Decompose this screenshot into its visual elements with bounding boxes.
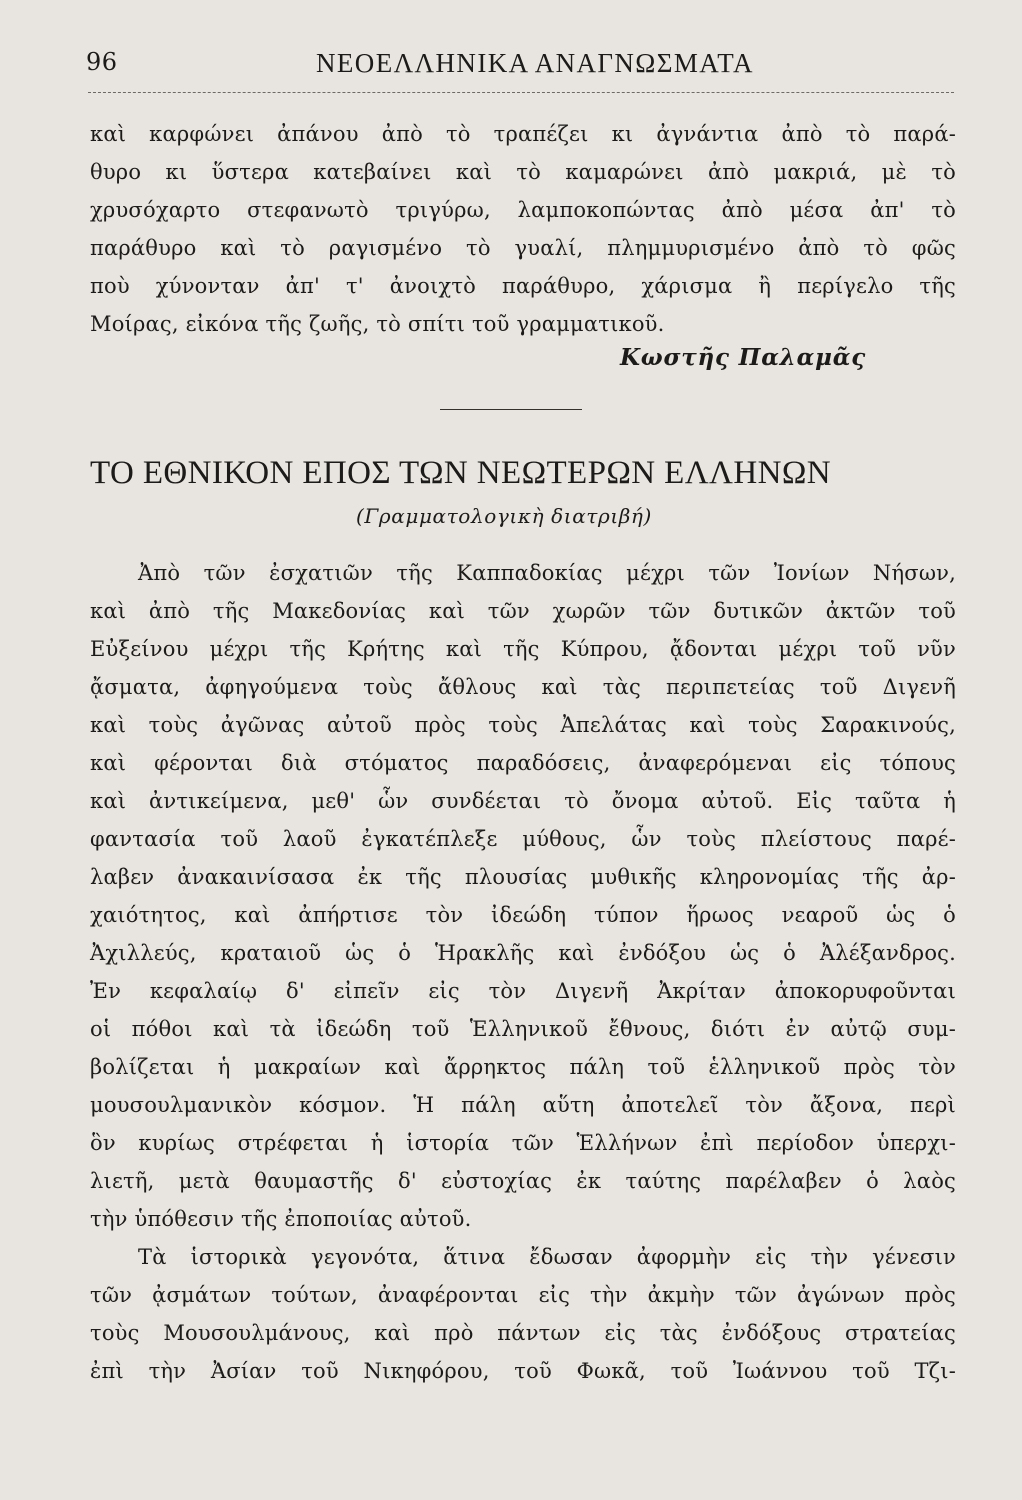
text-line: καὶ φέρονται διὰ στόματος παραδόσεις, ἀναφερόμεναι εἰς τόπους (90, 751, 956, 775)
text-line: ᾄσματα, ἀφηγούμενα τοὺς ἄθλους καὶ τὰς περιπετείας τοῦ Διγενῆ (90, 675, 956, 699)
text-line: τὴν ὑπόθεσιν τῆς ἐποποιίας αὐτοῦ. (90, 1207, 472, 1231)
text-line: τῶν ᾀσμάτων τούτων, ἀναφέρονται εἰς τὴν ἀκμὴν τῶν ἀγώνων πρὸς (90, 1283, 956, 1307)
text-line: λαβεν ἀνακαινίσασα ἐκ τῆς πλουσίας μυθικῆς κληρονομίας τῆς ἀρ- (90, 865, 956, 889)
text-line: Ἀχιλλεύς, κραταιοῦ ὡς ὁ Ἡρακλῆς καὶ ἐνδόξου ὡς ὁ Ἀλέξανδρος. (90, 941, 956, 965)
text-line: ὃν κυρίως στρέφεται ἡ ἱστορία τῶν Ἑλλήνων ἐπὶ περίοδον ὑπερχι- (90, 1131, 956, 1155)
text-line: Μοίρας, εἰκόνα τῆς ζωῆς, τὸ σπίτι τοῦ γραμματικοῦ. (90, 312, 665, 336)
text-line: φαντασία τοῦ λαοῦ ἐγκατέπλεξε μύθους, ὧν τοὺς πλείστους παρέ- (90, 827, 956, 851)
text-line: καὶ τοὺς ἀγῶνας αὐτοῦ πρὸς τοὺς Ἀπελάτας καὶ τοὺς Σαρακινούς, (90, 713, 956, 737)
text-line: ἐπὶ τὴν Ἀσίαν τοῦ Νικηφόρου, τοῦ Φωκᾶ, τοῦ Ἰωάννου τοῦ Τζι- (90, 1359, 956, 1383)
text-line: θυρο κι ὕστερα κατεβαίνει καὶ τὸ καμαρώνει ἀπὸ μακριά, μὲ τὸ (90, 160, 956, 184)
text-line: μουσουλμανικὸν κόσμον. Ἡ πάλη αὕτη ἀποτελεῖ τὸν ἄξονα, περὶ (90, 1093, 956, 1117)
text-line: καὶ ἀντικείμενα, μεθ' ὧν συνδέεται τὸ ὄνομα αὐτοῦ. Εἰς ταῦτα ἡ (90, 789, 956, 813)
text-line: τοὺς Μουσουλμάνους, καὶ πρὸ πάντων εἰς τὰς ἐνδόξους στρατείας (90, 1321, 956, 1345)
text-line: καὶ καρφώνει ἀπάνου ἀπὸ τὸ τραπέζει κι ἀγνάντια ἀπὸ τὸ παρά- (90, 122, 956, 146)
text-line: Ἐν κεφαλαίῳ δ' εἰπεῖν εἰς τὸν Διγενῆ Ἀκρίταν ἀποκορυφοῦνται (90, 979, 956, 1003)
text-line: οἱ πόθοι καὶ τὰ ἰδεώδη τοῦ Ἑλληνικοῦ ἔθνους, διότι ἐν αὐτῷ συμ- (90, 1017, 956, 1041)
running-title: ΝΕΟΕΛΛΗΝΙΚΑ ΑΝΑΓΝΩΣΜΑΤΑ (316, 48, 754, 78)
paragraph-2 (90, 1238, 956, 1390)
text-line: λιετῆ, μετὰ θαυμαστῆς δ' εὐστοχίας ἐκ ταύτης παρέλαβεν ὁ λαὸς (90, 1169, 956, 1193)
section-separator (440, 409, 582, 410)
paragraph-1 (90, 554, 956, 1238)
text-line: χαιότητος, καὶ ἀπήρτισε τὸν ἰδεώδη τύπον ἥρωος νεαροῦ ὡς ὁ (90, 903, 956, 927)
text-line: Ἀπὸ τῶν ἐσχατιῶν τῆς Καππαδοκίας μέχρι τῶν Ἰονίων Νήσων, (138, 561, 956, 585)
author-signature: Κωστῆς Παλαμᾶς (620, 344, 867, 371)
text-line: βολίζεται ἡ μακραίων καὶ ἄρρηκτος πάλη τοῦ ἑλληνικοῦ πρὸς τὸν (90, 1055, 956, 1079)
text-line: καὶ ἀπὸ τῆς Μακεδονίας καὶ τῶν χωρῶν τῶν δυτικῶν ἀκτῶν τοῦ (90, 599, 956, 623)
section-subtitle: (Γραμματολογικὴ διατριβή) (356, 504, 652, 528)
text-line: Τὰ ἱστορικὰ γεγονότα, ἅτινα ἔδωσαν ἀφορμὴν εἰς τὴν γένεσιν (138, 1245, 956, 1269)
page-number: 96 (86, 48, 118, 76)
text-line: παράθυρο καὶ τὸ ραγισμένο τὸ γυαλί, πλημμυρισμένο ἀπὸ τὸ φῶς (90, 236, 956, 260)
previous-text-block (90, 115, 956, 343)
text-line: ποὺ χύνονταν ἀπ' τ' ἀνοιχτὸ παράθυρο, χάρισμα ἢ περίγελο τῆς (90, 274, 956, 298)
text-line: Εὐξείνου μέχρι τῆς Κρήτης καὶ τῆς Κύπρου, ᾄδονται μέχρι τοῦ νῦν (90, 637, 956, 661)
running-header (86, 48, 956, 88)
section-title: ΤΟ ΕΘΝΙΚΟΝ ΕΠΟΣ ΤΩΝ ΝΕΩΤΕΡΩΝ ΕΛΛΗΝΩΝ (90, 455, 831, 491)
text-line: χρυσόχαρτο στεφανωτὸ τριγύρω, λαμποκοπώντας ἀπὸ μέσα ἀπ' τὸ (90, 198, 956, 222)
header-rule (88, 92, 954, 93)
